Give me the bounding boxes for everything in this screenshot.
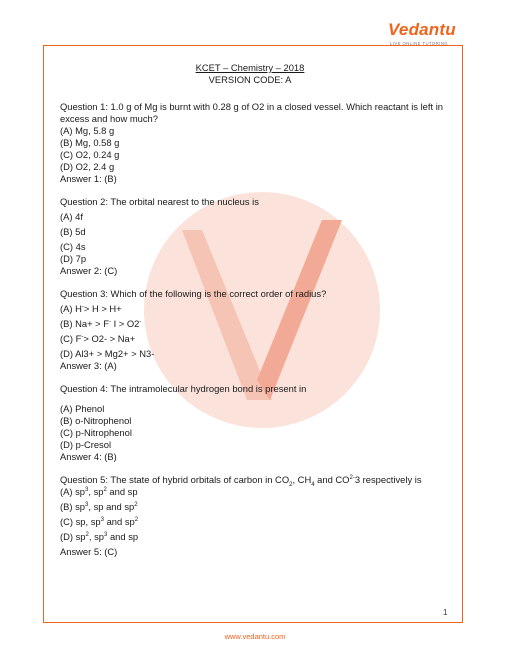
question-text: Question 1: 1.0 g of Mg is burnt with 0.28 g of O2 in a closed vessel. Which reactant is left in excess and how much? <box>60 101 444 124</box>
option-a: (A) H-> H > H+ <box>60 303 122 314</box>
logo-tagline: LIVE ONLINE TUTORING <box>390 41 448 46</box>
vedantu-logo <box>388 20 458 50</box>
page-title: KCET – Chemistry – 2018 <box>195 62 305 73</box>
option-a: (A) $sp^3$, $sp^2$ and sp <box>60 486 138 497</box>
logo-wordmark: Vedantu <box>388 20 456 39</box>
question-1 <box>60 101 450 185</box>
answer: Answer 1: (B) <box>60 173 117 184</box>
option-b: (B) Na+ > F- I > O2- <box>60 318 142 329</box>
option-c: (C) sp, $sp^3$ and $sp^2$ <box>60 516 139 527</box>
document-header <box>60 62 440 85</box>
page-number: 1 <box>443 608 448 617</box>
question-text: Question 4: The intramolecular hydrogen bond is present in <box>60 383 307 394</box>
option-b: (B) o-Nitrophenol <box>60 415 132 426</box>
document-body <box>60 62 450 558</box>
option-d: (D) p-Cresol <box>60 439 112 450</box>
question-5 <box>60 474 450 558</box>
footer-link[interactable]: www.vedantu.com <box>224 632 286 641</box>
option-c: (C) p-Nitrophenol <box>60 427 132 438</box>
question-3 <box>60 288 450 372</box>
question-text: Question 2: The orbital nearest to the nucleus is <box>60 196 259 207</box>
answer: Answer 5: (C) <box>60 546 118 557</box>
question-text: Question 5: The state of hybrid orbitals of carbon in $CO_2$, $CH_4$ and $CO^{2-}3$ respectively is <box>60 474 422 488</box>
option-d: (D) O2, 2.4 g <box>60 161 115 172</box>
question-text: Question 3: Which of the following is the correct order of radius? <box>60 288 327 299</box>
option-d: (D) 7p <box>60 253 87 264</box>
option-c: (C) O2, 0.24 g <box>60 149 120 160</box>
question-2 <box>60 196 450 277</box>
version-code: VERSION CODE: A <box>208 73 292 85</box>
option-c: (C) 4s <box>60 241 86 252</box>
answer: Answer 4: (B) <box>60 451 117 462</box>
question-4 <box>60 383 450 463</box>
option-b: (B) 5d <box>60 226 86 237</box>
option-a: (A) Mg, 5.8 g <box>60 125 115 136</box>
option-b: (B) Mg, 0.58 g <box>60 137 120 148</box>
option-b: (B) $sp^3$, sp and $sp^2$ <box>60 501 138 512</box>
option-a: (A) 4f <box>60 211 83 222</box>
option-d: (D) $sp^2$, $sp^3$ and sp <box>60 531 139 542</box>
option-d: (D) Al3+ > Mg2+ > N3- <box>60 348 155 359</box>
option-c: (C) F-> O2- > Na+ <box>60 333 136 344</box>
option-a: (A) Phenol <box>60 403 105 414</box>
answer: Answer 3: (A) <box>60 360 117 371</box>
answer: Answer 2: (C) <box>60 265 118 276</box>
